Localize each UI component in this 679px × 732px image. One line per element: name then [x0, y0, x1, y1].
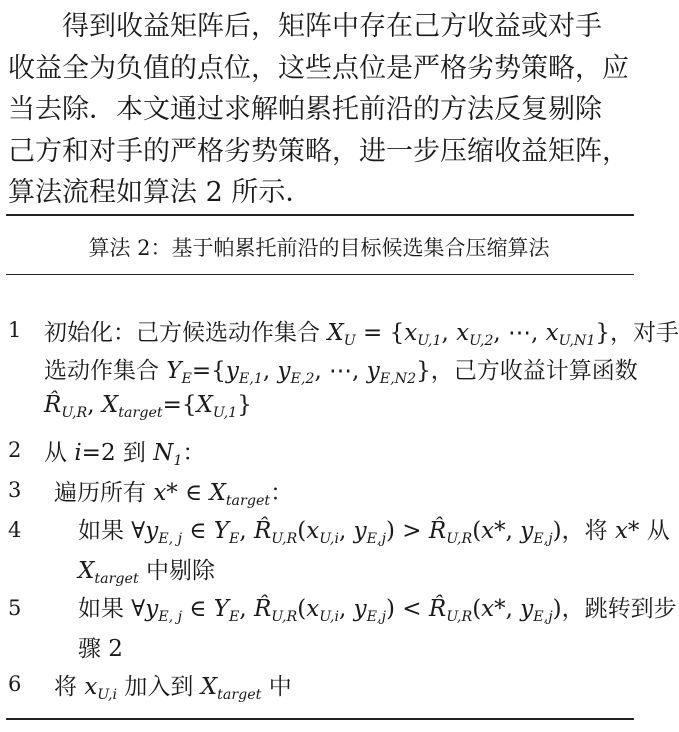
step-1-line-2: 选动作集合 $Y_E=\{y_{E,1}$, $y_{E,2}$, ⋯, $y_{E,N2}$}，己方收益计算函数 [44, 358, 638, 387]
step-4-line-1: 如果 $\forall y_{E, j}$ ∈ $Y_E$, $R̂_{U,R}(x_{U,i}$, $y_{E,j}$) > $R̂_{U,R}(x*$, $y_{E,j}$)，将 x* 从 [78, 518, 670, 547]
step-5-line-2: 骤 2 [78, 636, 123, 662]
step-number: 4 [8, 518, 22, 542]
body-paragraph [8, 6, 632, 214]
paragraph-line: 得到收益矩阵后，矩阵中存在己方收益或对手 [62, 11, 602, 42]
algorithm-bottom-rule [6, 718, 634, 720]
algorithm-title: 算法 2：基于帕累托前沿的目标候选集合压缩算法 [88, 236, 550, 260]
step-number: 1 [8, 318, 22, 342]
paragraph-line: 己方和对手的严格劣势策略，进一步压缩收益矩阵， [8, 135, 629, 167]
algorithm-title-rule [6, 274, 634, 275]
step-1-line-1: 初始化：己方候选动作集合 $X_U = \{x_{U,1}$, $x_{U,2}$, ⋯, $x_{U,N1}$}，对手 [44, 320, 679, 349]
step-6-line: 将 $x_{U,i}$ 加入到 $X_{target}$ 中 [54, 674, 292, 703]
step-4-line-2: $X_{target}$ 中剔除 [78, 558, 216, 587]
algorithm-top-rule [6, 214, 634, 216]
paragraph-line: 当去除．本文通过求解帕累托前沿的方法反复剔除 [8, 94, 602, 125]
paragraph-line: 收益全为负值的点位，这些点位是严格劣势策略，应 [8, 52, 629, 84]
step-2-line: 从 i=2 到 $N_1$： [44, 440, 206, 469]
step-1-line-3: $R̂_{U,R}$, $X_{target}=\{X_{U,1}\}$ [44, 392, 252, 421]
step-number: 6 [8, 672, 22, 696]
step-3-line: 遍历所有 x* ∈ $X_{target}$： [54, 480, 294, 509]
step-5-line-1: 如果 $\forall y_{E, j}$ ∈ $Y_E$, $R̂_{U,R}(x_{U,i}$, $y_{E,j}$) < $R̂_{U,R}(x*$, $y_{E,j}$)，跳转到步 [78, 596, 677, 625]
step-number: 2 [8, 438, 22, 462]
paragraph-line: 算法流程如算法 2 所示． [8, 177, 313, 208]
step-number: 5 [8, 596, 22, 620]
step-number: 3 [8, 478, 22, 502]
